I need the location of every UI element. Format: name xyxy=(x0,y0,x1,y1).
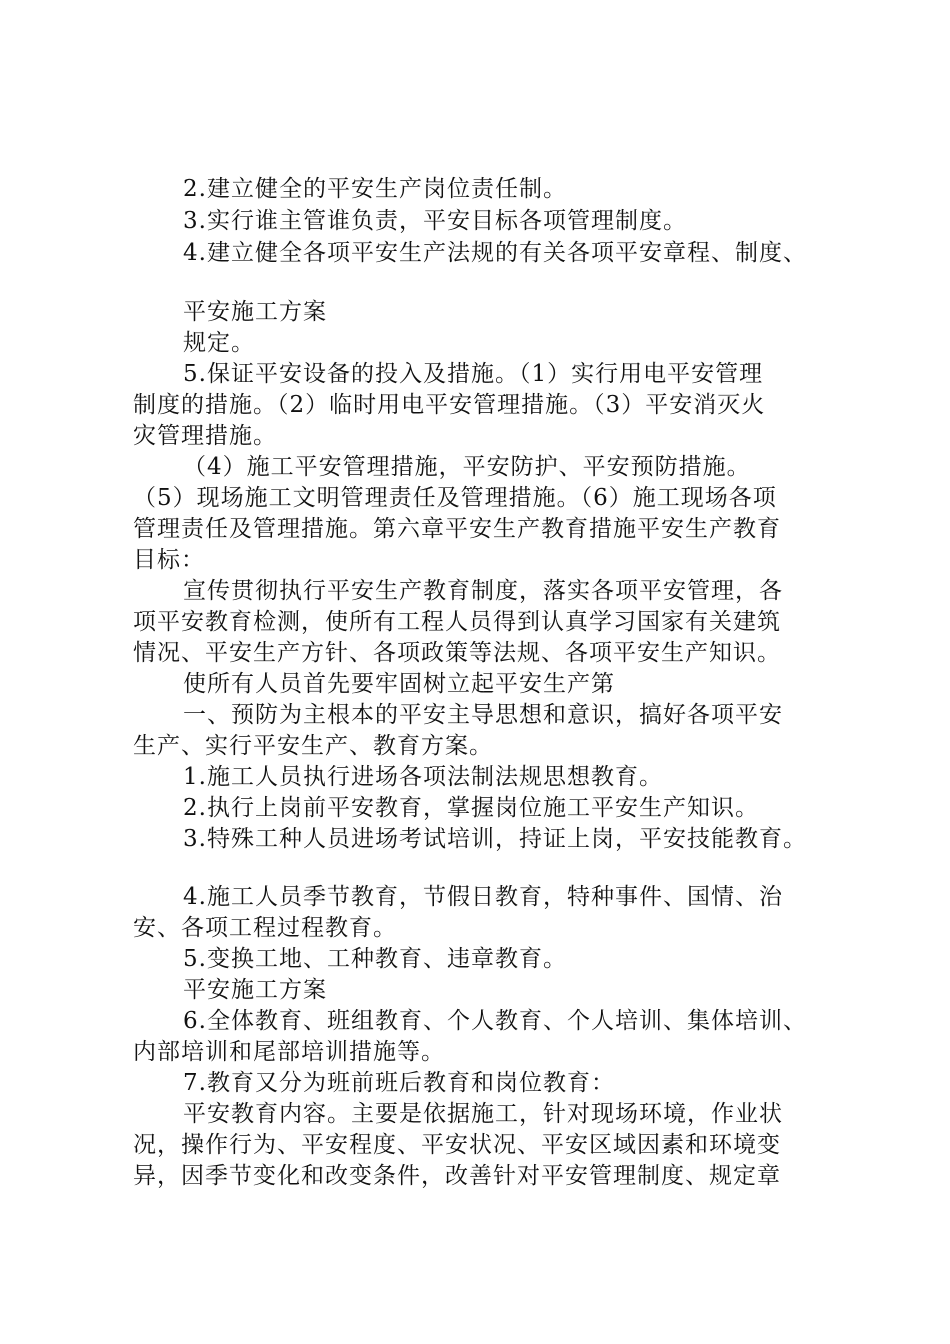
paragraph-line: 灾管理措施。 xyxy=(133,423,277,449)
paragraph-line: 管理责任及管理措施。第六章平安生产教育措施平安生产教育 xyxy=(133,516,781,542)
paragraph-line: 使所有人员首先要牢固树立起平安生产第 xyxy=(183,671,615,697)
paragraph-line: 目标： xyxy=(133,547,205,573)
page-header: 平安施工方案 xyxy=(183,299,327,325)
paragraph-line: （4）施工平安管理措施，平安防护、平安预防措施。 xyxy=(183,454,751,480)
paragraph-line: 异，因季节变化和改变条件，改善针对平安管理制度、规定章 xyxy=(133,1163,781,1189)
list-item-2: 2.执行上岗前平安教育，掌握岗位施工平安生产知识。 xyxy=(183,795,759,821)
list-item-6: 6.全体教育、班组教育、个人教育、个人培训、集体培训、 xyxy=(183,1008,807,1034)
paragraph-line: 情况、平安生产方针、各项政策等法规、各项平安生产知识。 xyxy=(133,640,781,666)
paragraph-line: 安、各项工程过程教育。 xyxy=(133,915,397,941)
list-item-5: 5.变换工地、工种教育、违章教育。 xyxy=(183,946,567,972)
list-item-7: 7.教育又分为班前班后教育和岗位教育： xyxy=(183,1070,615,1096)
paragraph-line: 生产、实行平安生产、教育方案。 xyxy=(133,733,493,759)
list-item-5: 5.保证平安设备的投入及措施。（1）实行用电平安管理 xyxy=(183,361,764,387)
page-header: 平安施工方案 xyxy=(183,977,327,1003)
list-item-3: 3.特殊工种人员进场考试培训，持证上岗，平安技能教育。 xyxy=(183,826,807,852)
list-item-4: 4.建立健全各项平安生产法规的有关各项平安章程、制度、 xyxy=(183,240,807,266)
paragraph-line: 况，操作行为、平安程度、平安状况、平安区域因素和环境变 xyxy=(133,1132,781,1158)
list-item-1: 1.施工人员执行进场各项法制法规思想教育。 xyxy=(183,764,663,790)
paragraph-line: 内部培训和尾部培训措施等。 xyxy=(133,1039,445,1065)
paragraph-line: 一、预防为主根本的平安主导思想和意识，搞好各项平安 xyxy=(183,702,783,728)
list-item-4: 4.施工人员季节教育，节假日教育，特种事件、国情、治 xyxy=(183,884,783,910)
paragraph-line: （5）现场施工文明管理责任及管理措施。（6）施工现场各项 xyxy=(133,485,777,511)
paragraph-line: 宣传贯彻执行平安生产教育制度，落实各项平安管理，各 xyxy=(183,578,783,604)
list-item-2: 2.建立健全的平安生产岗位责任制。 xyxy=(183,176,567,202)
paragraph-line: 平安教育内容。主要是依据施工，针对现场环境，作业状 xyxy=(183,1101,783,1127)
list-item-3: 3.实行谁主管谁负责，平安目标各项管理制度。 xyxy=(183,208,687,234)
paragraph-line: 项平安教育检测，使所有工程人员得到认真学习国家有关建筑 xyxy=(133,609,781,635)
paragraph-line: 制度的措施。（2）临时用电平安管理措施。（3）平安消灭火 xyxy=(133,392,766,418)
paragraph-line: 规定。 xyxy=(183,330,255,356)
